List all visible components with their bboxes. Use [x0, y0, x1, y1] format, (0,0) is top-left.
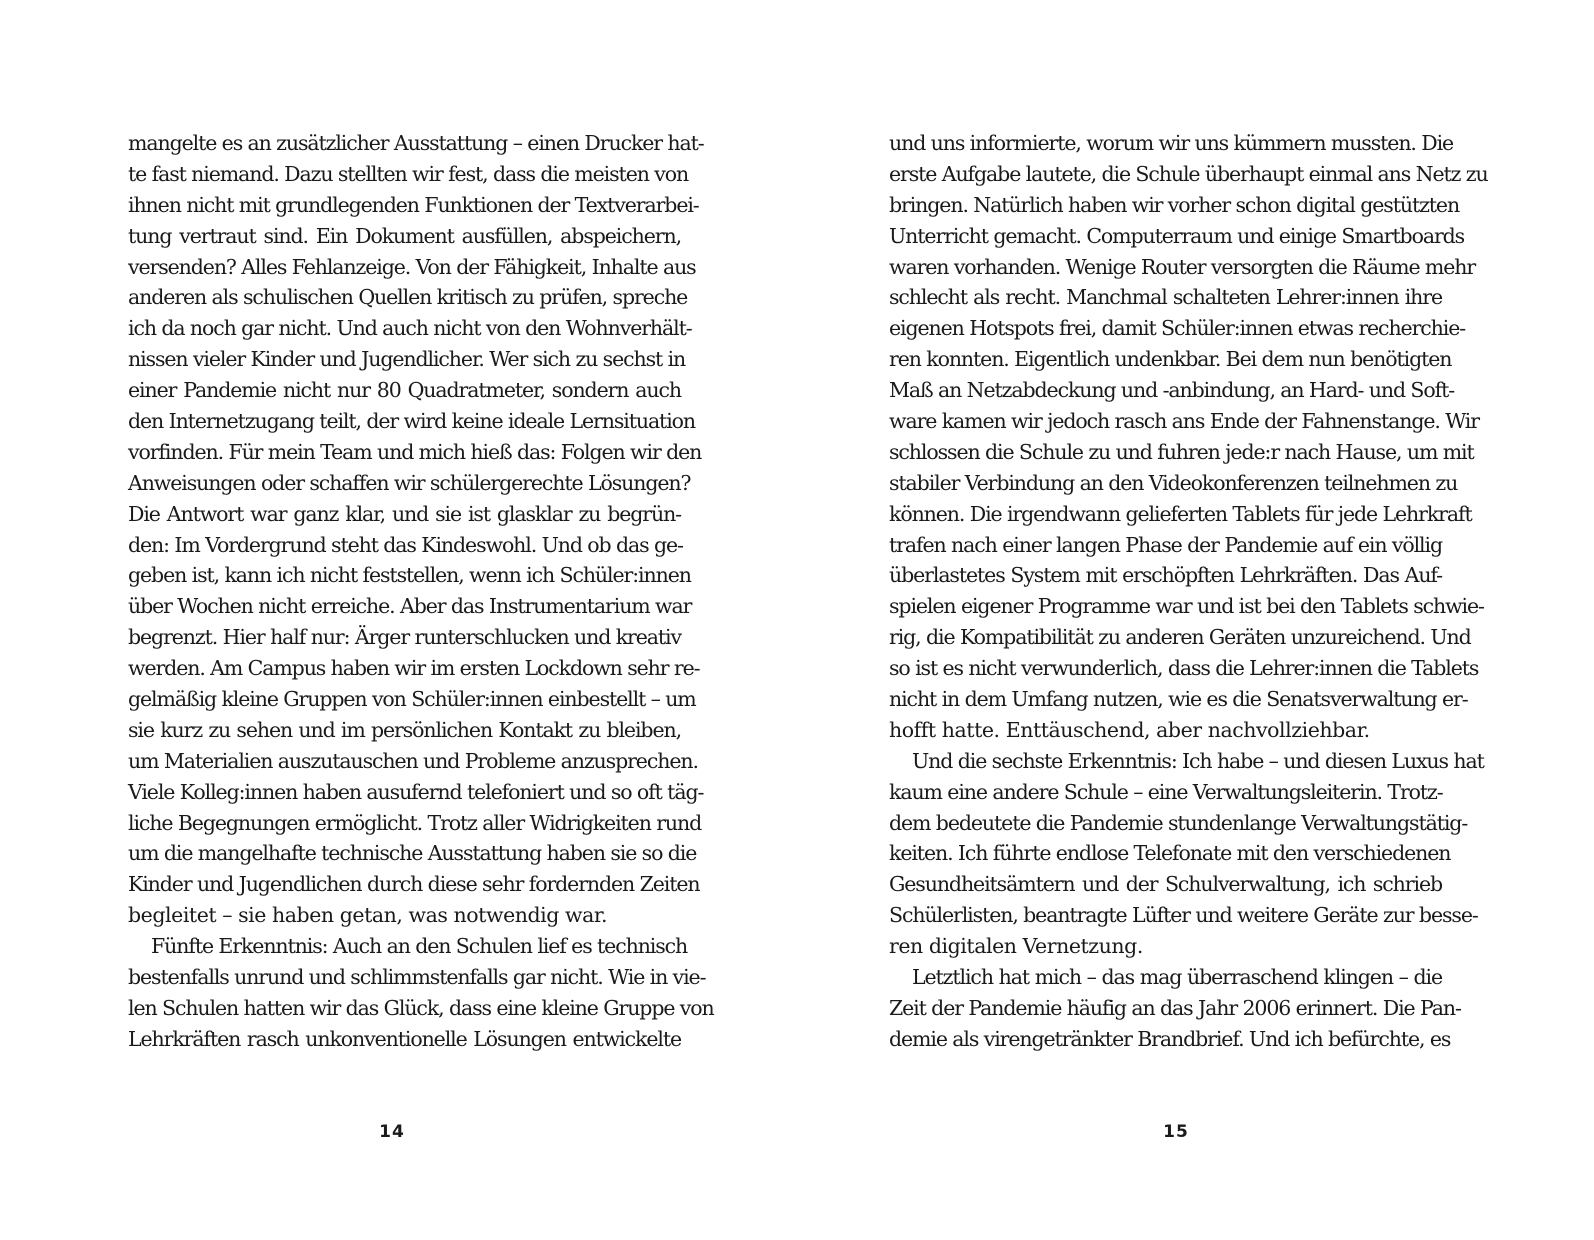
- page-number-right: 15: [1163, 1122, 1189, 1142]
- text-line: um Materialien auszutauschen und Probleme anzusprechen.: [128, 748, 698, 773]
- text-line: kaum eine andere Schule – eine Verwaltungsleiterin. Trotz-: [889, 779, 1443, 804]
- text-line: ich da noch gar nicht. Und auch nicht von den Wohnverhält-: [128, 316, 692, 341]
- text-line: vorfinden. Für mein Team und mich hieß das: Folgen wir den: [128, 439, 702, 464]
- text-line: Anweisungen oder schaffen wir schülergerechte Lösungen?: [128, 470, 691, 495]
- text-line: bringen. Natürlich haben wir vorher schon digital gestützten: [889, 192, 1460, 217]
- text-line: ihnen nicht mit grundlegenden Funktionen der Textverarbei-: [128, 192, 699, 217]
- text-line: Maß an Netzabdeckung und -anbindung, an Hard- und Soft-: [889, 378, 1455, 403]
- text-line: stabiler Verbindung an den Videokonferenzen teilnehmen zu: [889, 470, 1458, 495]
- text-line: te fast niemand. Dazu stellten wir fest, dass die meisten von: [128, 161, 689, 186]
- text-line: geben ist, kann ich nicht feststellen, wenn ich Schüler:innen: [128, 563, 691, 588]
- left-page-text: [128, 128, 714, 1055]
- text-line: so ist es nicht verwunderlich, dass die Lehrer:innen die Tablets: [889, 656, 1479, 681]
- text-line: rig, die Kompatibilität zu anderen Geräten unzureichend. Und: [889, 625, 1471, 650]
- text-line: eigenen Hotspots frei, damit Schüler:innen etwas recherchie-: [889, 316, 1466, 341]
- text-line: Fünfte Erkenntnis: Auch an den Schulen lief es technisch: [151, 934, 688, 959]
- text-line: ren konnten. Eigentlich undenkbar. Bei dem nun benötigten: [889, 347, 1452, 372]
- text-line: tung vertraut sind. Ein Dokument ausfüllen, abspeichern,: [128, 223, 681, 248]
- text-line: hofft hatte. Enttäuschend, aber nachvollziehbar.: [889, 717, 1370, 742]
- text-line: dem bedeutete die Pandemie stundenlange Verwaltungstätig-: [889, 810, 1468, 835]
- text-line: versenden? Alles Fehlanzeige. Von der Fähigkeit, Inhalte aus: [128, 254, 696, 279]
- text-line: begrenzt. Hier half nur: Ärger runterschlucken und kreativ: [128, 625, 681, 650]
- text-line: nissen vieler Kinder und Jugendlicher. Wer sich zu sechst in: [128, 347, 686, 372]
- text-line: schlecht als recht. Manchmal schalteten Lehrer:innen ihre: [889, 285, 1442, 310]
- text-line: Die Antwort war ganz klar, und sie ist glasklar zu begrün-: [128, 501, 681, 526]
- text-line: schlossen die Schule zu und fuhren jede:r nach Hause, um mit: [889, 439, 1474, 464]
- text-line: den: Im Vordergrund steht das Kindeswohl. Und ob das ge-: [128, 532, 683, 557]
- text-line: ware kamen wir jedoch rasch ans Ende der Fahnenstange. Wir: [889, 409, 1479, 434]
- text-line: len Schulen hatten wir das Glück, dass eine kleine Gruppe von: [128, 995, 714, 1020]
- text-line: um die mangelhafte technische Ausstattung haben sie so die: [128, 841, 697, 866]
- text-line: trafen nach einer langen Phase der Pandemie auf ein völlig: [889, 532, 1442, 557]
- text-line: demie als virengetränkter Brandbrief. Und ich befürchte, es: [889, 1026, 1451, 1051]
- text-line: über Wochen nicht erreiche. Aber das Instrumentarium war: [128, 594, 692, 619]
- text-line: anderen als schulischen Quellen kritisch zu prüfen, spreche: [128, 285, 688, 310]
- text-line: nicht in dem Umfang nutzen, wie es die Senatsverwaltung er-: [889, 687, 1468, 712]
- text-line: einer Pandemie nicht nur 80 Quadratmeter, sondern auch: [128, 378, 681, 403]
- text-line: den Internetzugang teilt, der wird keine ideale Lernsituation: [128, 409, 695, 434]
- right-page-text: [889, 128, 1488, 1055]
- text-line: Unterricht gemacht. Computerraum und einige Smartboards: [889, 223, 1465, 248]
- text-line: sie kurz zu sehen und im persönlichen Kontakt zu bleiben,: [128, 717, 681, 742]
- page-number-left: 14: [379, 1122, 405, 1142]
- text-line: ren digitalen Vernetzung.: [889, 934, 1143, 959]
- text-line: Letztlich hat mich – das mag überraschend klingen – die: [912, 965, 1442, 990]
- text-line: bestenfalls unrund und schlimmstenfalls gar nicht. Wie in vie-: [128, 965, 706, 990]
- text-line: liche Begegnungen ermöglicht. Trotz aller Widrigkeiten rund: [128, 810, 702, 835]
- text-line: Kinder und Jugendlichen durch diese sehr fordernden Zeiten: [128, 872, 700, 897]
- text-line: Zeit der Pandemie häufig an das Jahr 2006 erinnert. Die Pan-: [889, 995, 1461, 1020]
- text-line: waren vorhanden. Wenige Router versorgten die Räume mehr: [889, 254, 1476, 279]
- text-line: gelmäßig kleine Gruppen von Schüler:innen einbestellt – um: [128, 687, 696, 712]
- text-line: Und die sechste Erkenntnis: Ich habe – und diesen Luxus hat: [912, 748, 1484, 773]
- text-line: spielen eigener Programme war und ist bei den Tablets schwie-: [889, 594, 1484, 619]
- text-line: erste Aufgabe lautete, die Schule überhaupt einmal ans Netz zu: [889, 161, 1488, 186]
- text-line: und uns informierte, worum wir uns kümmern mussten. Die: [889, 131, 1454, 155]
- text-line: Gesundheitsämtern und der Schulverwaltung, ich schrieb: [889, 872, 1442, 897]
- text-line: können. Die irgendwann gelieferten Tablets für jede Lehrkraft: [889, 501, 1472, 526]
- text-line: mangelte es an zusätzlicher Ausstattung – einen Drucker hat-: [128, 131, 704, 155]
- text-line: Viele Kolleg:innen haben ausufernd telefoniert und so oft täg-: [128, 779, 704, 804]
- text-line: werden. Am Campus haben wir im ersten Lockdown sehr re-: [128, 656, 700, 681]
- text-line: Schülerlisten, beantragte Lüfter und weitere Geräte zur besse-: [889, 903, 1478, 928]
- text-line: überlastetes System mit erschöpften Lehrkräften. Das Auf-: [889, 563, 1442, 588]
- text-line: keiten. Ich führte endlose Telefonate mit den verschiedenen: [889, 841, 1451, 866]
- text-line: begleitet – sie haben getan, was notwendig war.: [128, 903, 608, 928]
- text-line: Lehrkräften rasch unkonventionelle Lösungen entwickelte: [128, 1026, 681, 1051]
